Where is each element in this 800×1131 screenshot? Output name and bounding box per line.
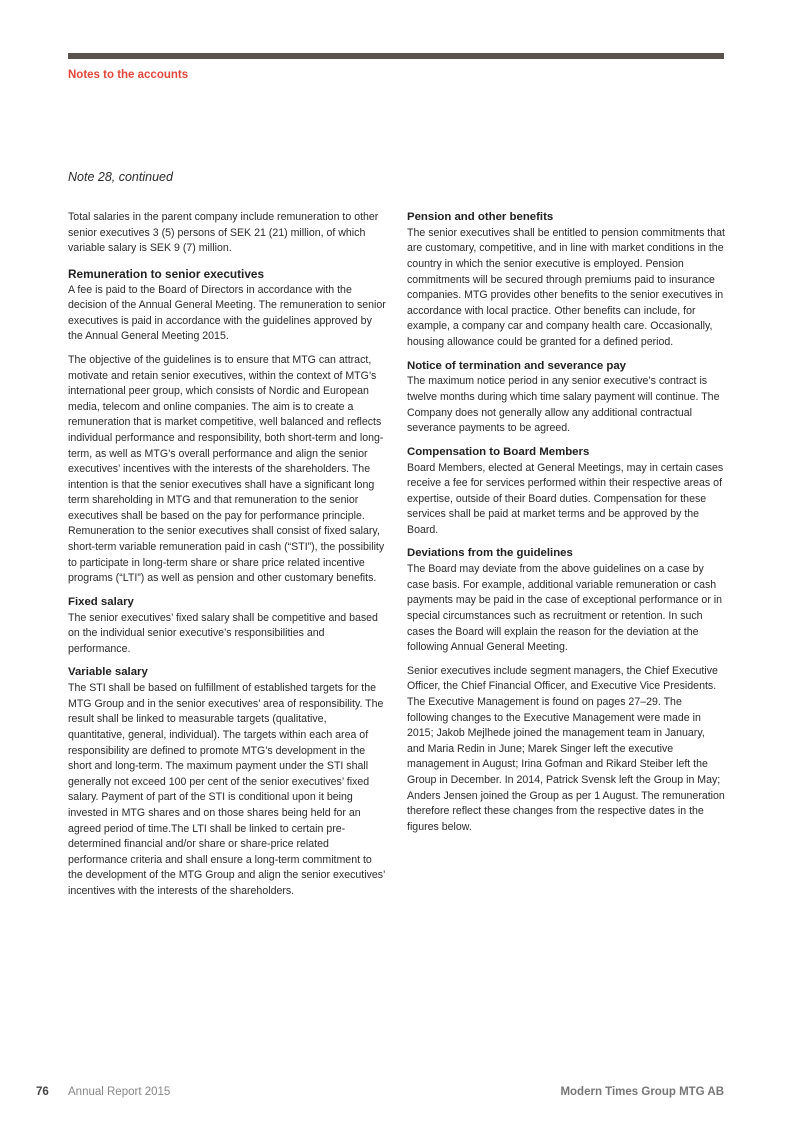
intro-paragraph: Total salaries in the parent company include remuneration to other senior executives 3 (5) persons of SEK 21 (21) million, of which variable salary is SEK 9 (7) million.	[68, 211, 379, 255]
variable-salary-heading: Variable salary	[68, 666, 148, 679]
top-rule	[68, 53, 724, 59]
fixed-salary-paragraph: The senior executives’ fixed salary shall be competitive and based on the individual senior executive’s responsibilities and performance.	[68, 611, 378, 655]
section-label: Notes to the accounts	[68, 69, 189, 81]
report-title: Annual Report 2015	[68, 1086, 171, 1098]
note-continued-title: Note 28, continued	[68, 170, 173, 184]
senior-executives-paragraph: Senior executives include segment managers, the Chief Executive Officer, the Chief Financial Officer, and Executive Vice Presidents. The Executive Management is found on pages 27–29. The following changes to the Executive Management were made in 2015; Jakob Mejlhede joined the management team in January, and Maria Redin in June; Marek Singer left the executive management in August; Irina Gofman and Rikard Steiber left the Group in December. In 2014, Patrick Svensk left the Group in May; Anders Jensen joined the Group as per 1 August. The remuneration therefore reflect these changes from the respective dates in the figures below.	[407, 664, 725, 833]
left-column	[68, 210, 386, 908]
notice-heading: Notice of termination and severance pay	[407, 359, 627, 372]
board-compensation-heading: Compensation to Board Members	[407, 445, 590, 458]
variable-salary-paragraph: The STI shall be based on fulfillment of established targets for the MTG Group and in the senior executives’ area of responsibility. The result shall be linked to measurable targets (qualitative, quantitative, general, individual). The targets within each area of responsibility are defined to promote MTG’s development in the short and long-term. The maximum payment under the STI shall generally not exceed 100 per cent of the senior executives’ fixed salary. Payment of part of the STI is conditional upon it being invested in MTG shares and on those shares being held for an agreed period of time.The LTI shall be linked to certain pre-determined financial and/or share or share-price related performance criteria and shall ensure a long-term commitment to the development of the MTG Group and align the senior executives’ incentives with the interests of the shareholders.	[68, 682, 386, 897]
remuneration-paragraph-1: A fee is paid to the Board of Directors in accordance with the decision of the Annual General Meeting. The remuneration to senior executives is paid in accordance with the guidelines approved by the Annual General Meeting 2015.	[68, 283, 386, 343]
board-compensation-paragraph: Board Members, elected at General Meetings, may in certain cases receive a fee for services performed within their respective areas of expertise, outside of their Board duties. Compensation for these services shall be paid at market terms and be approved by the Board.	[407, 461, 724, 536]
deviations-paragraph: The Board may deviate from the above guidelines on a case by case basis. For example, additional variable remuneration or cash payments may be paid in the case of exceptional performance or in special circumstances such as recruitment or retention. In such cases the Board will explain the reason for the deviation at the following Annual General Meeting.	[407, 563, 723, 654]
company-name: Modern Times Group MTG AB	[560, 1086, 724, 1098]
remuneration-paragraph-2: The objective of the guidelines is to ensure that MTG can attract, motivate and retain senior executives, within the context of MTG’s international peer group, which consists of Nordic and European media, telecom and online companies. The aim is to create a remuneration that is market competitive, well balanced and reflects individual performance and responsibility, both short-term and long-term, as well as MTG’s overall performance and align the senior executives’ incentives with the interests of the shareholders. The intention is that the senior executives shall have a significant long term shareholding in MTG and that remuneration to the senior executives shall be based on the pay for performance principle. Remuneration to the senior executives shall consist of fixed salary, short-term variable remuneration paid in cash (“STI”), the possibility to participate in long-term share or share price related incentive programs (“LTI”) as well as pension and other customary benefits.	[68, 353, 385, 585]
right-column	[407, 210, 725, 843]
notice-paragraph: The maximum notice period in any senior executive’s contract is twelve months during which time salary payment will continue. The Company does not generally allow any additional contractual severance payments to be agreed.	[407, 375, 720, 435]
pension-heading: Pension and other benefits	[407, 211, 554, 223]
pension-paragraph: The senior executives shall be entitled to pension commitments that are customary, competitive, and in line with market conditions in the country in which the senior executive is employed. Pension commitments will be secured through premiums paid to insurance companies. MTG provides other benefits to the senior executives in accordance with local practice. Other benefits can include, for example, a company car and company health care. Occasionally, housing allowance could be granted for a defined period.	[407, 226, 725, 348]
fixed-salary-heading: Fixed salary	[68, 595, 134, 608]
deviations-heading: Deviations from the guidelines	[407, 547, 573, 560]
page-number: 76	[36, 1086, 49, 1098]
remuneration-heading: Remuneration to senior executives	[68, 266, 265, 281]
